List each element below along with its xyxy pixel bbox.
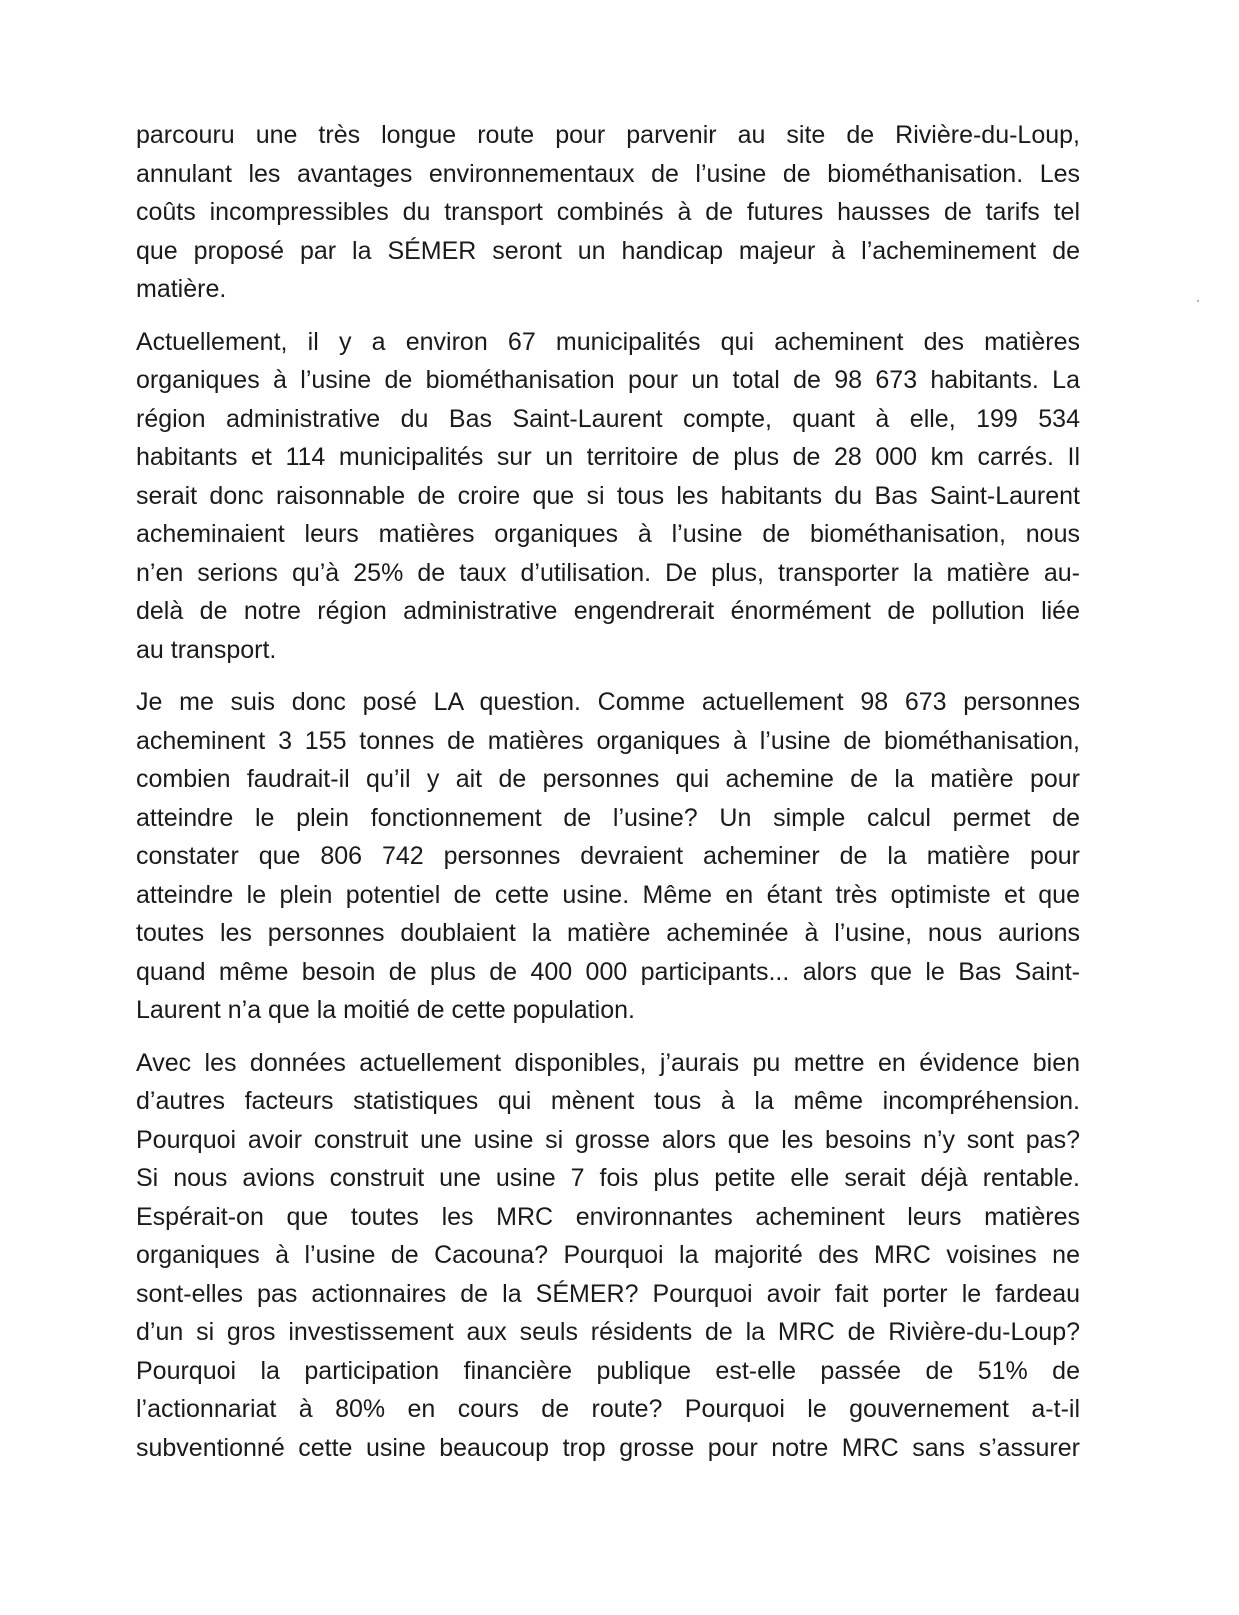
text-line: serait donc raisonnable de croire que si tous les habitants du Bas Saint-Laurent [136, 481, 1080, 510]
text-line: subventionné cette usine beaucoup trop grosse pour notre MRC sans s’assurer [136, 1433, 1080, 1462]
text-line: l’actionnariat à 80% en cours de route? Pourquoi le gouvernement a-t-il [136, 1395, 1080, 1423]
text-line: sont-elles pas actionnaires de la SÉMER? Pourquoi avoir fait porter le fardeau [136, 1279, 1080, 1308]
text-line: n’en serions qu’à 25% de taux d’utilisation. De plus, transporter la matière au- [136, 558, 1080, 587]
paragraph-2 [136, 323, 1080, 670]
text-line: quand même besoin de plus de 400 000 participants... alors que le Bas Saint- [136, 957, 1080, 986]
text-line: acheminaient leurs matières organiques à l’usine de biométhanisation, nous [136, 520, 1080, 548]
scan-speck [1197, 300, 1199, 302]
text-line: organiques à l’usine de biométhanisation pour un total de 98 673 habitants. La [136, 366, 1080, 394]
text-line: Pourquoi la participation financière publique est-elle passée de 51% de [136, 1356, 1080, 1385]
text-line: au transport. [136, 635, 277, 664]
paragraph-1 [136, 116, 1080, 309]
text-line: Pourquoi avoir construit une usine si grosse alors que les besoins n’y sont pas? [136, 1125, 1080, 1154]
text-line: d’un si gros investissement aux seuls résidents de la MRC de Rivière-du-Loup? [136, 1318, 1080, 1346]
text-line: toutes les personnes doublaient la matière acheminée à l’usine, nous aurions [136, 919, 1080, 947]
text-line: Je me suis donc posé LA question. Comme actuellement 98 673 personnes [136, 688, 1080, 716]
text-line: parcouru une très longue route pour parvenir au site de Rivière-du-Loup, [136, 121, 1080, 149]
text-line: combien faudrait-il qu’il y ait de personnes qui achemine de la matière pour [136, 765, 1080, 793]
text-line: organiques à l’usine de Cacouna? Pourquoi la majorité des MRC voisines ne [136, 1241, 1080, 1269]
text-line: atteindre le plein fonctionnement de l’usine? Un simple calcul permet de [136, 803, 1080, 832]
text-line: matière. [136, 275, 227, 303]
paragraph-3 [136, 683, 1080, 1030]
text-line: Actuellement, il y a environ 67 municipalités qui acheminent des matières [136, 327, 1080, 356]
text-line: constater que 806 742 personnes devraient acheminer de la matière pour [136, 842, 1080, 870]
text-line: Si nous avions construit une usine 7 fois plus petite elle serait déjà rentable. [136, 1164, 1080, 1192]
text-line: que proposé par la SÉMER seront un handicap majeur à l’acheminement de [136, 236, 1080, 265]
text-line: Avec les données actuellement disponibles, j’aurais pu mettre en évidence bien [136, 1048, 1080, 1077]
text-line: annulant les avantages environnementaux de l’usine de biométhanisation. Les [136, 159, 1080, 188]
text-line: d’autres facteurs statistiques qui mènent tous à la même incompréhension. [136, 1087, 1080, 1115]
text-line: coûts incompressibles du transport combinés à de futures hausses de tarifs tel [136, 198, 1080, 226]
text-line: habitants et 114 municipalités sur un territoire de plus de 28 000 km carrés. Il [136, 443, 1080, 471]
text-line: atteindre le plein potentiel de cette usine. Même en étant très optimiste et que [136, 880, 1080, 909]
text-line: Laurent n’a que la moitié de cette population. [136, 996, 635, 1024]
paragraph-4 [136, 1044, 1080, 1468]
text-line: Espérait-on que toutes les MRC environnantes acheminent leurs matières [136, 1202, 1080, 1231]
text-line: acheminent 3 155 tonnes de matières organiques à l’usine de biométhanisation, [136, 726, 1080, 755]
text-line: delà de notre région administrative engendrerait énormément de pollution liée [136, 597, 1080, 625]
text-line: région administrative du Bas Saint-Laurent compte, quant à elle, 199 534 [136, 404, 1080, 433]
document-body [136, 116, 1080, 1481]
